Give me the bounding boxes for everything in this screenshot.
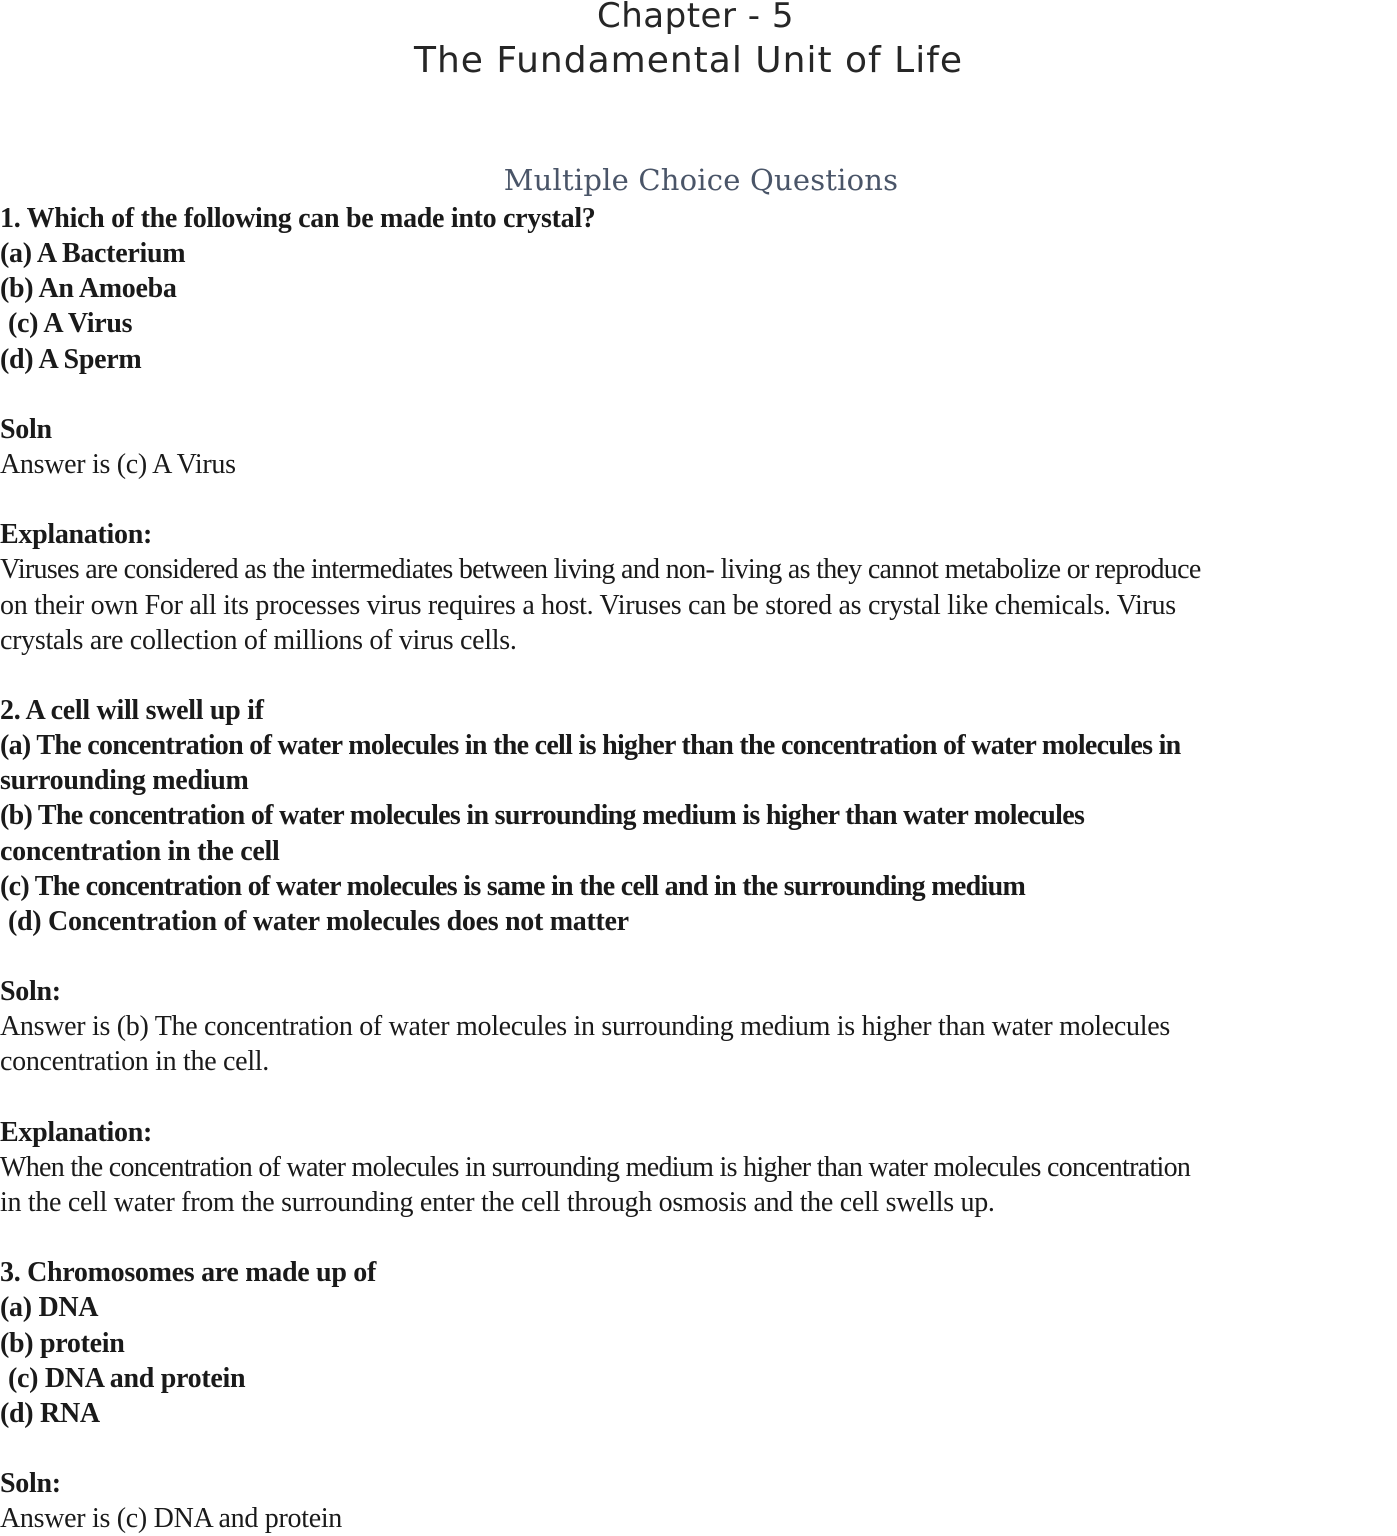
explanation-line: Viruses are considered as the intermediates between living and non- living as they cannot metabolize or reproduce bbox=[0, 554, 1201, 586]
explanation-line: crystals are collection of millions of virus cells. bbox=[0, 624, 517, 656]
spacer bbox=[0, 939, 1397, 974]
option-d: (d) RNA bbox=[0, 1397, 100, 1429]
option-c: (c) A Virus bbox=[8, 308, 133, 340]
option-d: (d) A Sperm bbox=[0, 343, 142, 375]
option-b: (b) protein bbox=[0, 1327, 125, 1359]
question-text: 1. Which of the following can be made into crystal? bbox=[0, 203, 596, 234]
explanation-line: in the cell water from the surrounding enter the cell through osmosis and the cell swells up. bbox=[0, 1186, 995, 1218]
chapter-title: The Fundamental Unit of Life bbox=[413, 40, 964, 81]
spacer bbox=[0, 1080, 1397, 1115]
spacer bbox=[0, 482, 1397, 517]
option-a: (a) A Bacterium bbox=[0, 238, 186, 270]
solution-label: Soln bbox=[0, 413, 52, 445]
spacer bbox=[0, 377, 1397, 412]
solution-label: Soln: bbox=[0, 976, 61, 1008]
explanation-label: Explanation: bbox=[0, 519, 152, 551]
option-c: (c) DNA and protein bbox=[8, 1362, 246, 1394]
solution-label: Soln: bbox=[0, 1468, 61, 1500]
answer-text-continued: concentration in the cell. bbox=[0, 1046, 269, 1078]
option-a-continued: surrounding medium bbox=[0, 765, 249, 797]
option-b: (b) An Amoeba bbox=[0, 273, 177, 305]
explanation-line: When the concentration of water molecules in surrounding medium is higher than water molecules concentration bbox=[0, 1151, 1191, 1183]
explanation-line: on their own For all its processes virus requires a host. Viruses can be stored as crystal like chemicals. Virus bbox=[0, 589, 1176, 621]
answer-text: Answer is (c) A Virus bbox=[0, 448, 236, 480]
spacer bbox=[0, 658, 1397, 693]
question-2 bbox=[0, 693, 1397, 1255]
question-1 bbox=[0, 201, 1397, 693]
answer-text: Answer is (b) The concentration of water molecules in surrounding medium is higher than water molecules bbox=[0, 1011, 1170, 1043]
question-3 bbox=[0, 1255, 1397, 1536]
answer-text: Answer is (c) DNA and protein bbox=[0, 1503, 342, 1535]
question-text: 2. A cell will swell up if bbox=[0, 694, 264, 726]
explanation-label: Explanation: bbox=[0, 1116, 152, 1148]
question-list bbox=[0, 201, 1397, 1536]
option-a: (a) DNA bbox=[0, 1292, 99, 1324]
chapter-number: Chapter - 5 bbox=[597, 0, 794, 36]
option-b-continued: concentration in the cell bbox=[0, 835, 280, 867]
question-text: 3. Chromosomes are made up of bbox=[0, 1257, 377, 1289]
option-b: (b) The concentration of water molecules in surrounding medium is higher than water molecules bbox=[0, 800, 1085, 832]
section-heading: Multiple Choice Questions bbox=[503, 163, 899, 197]
option-d: (d) Concentration of water molecules does not matter bbox=[8, 905, 629, 937]
option-a: (a) The concentration of water molecules in the cell is higher than the concentration of water molecules in bbox=[0, 730, 1181, 762]
spacer bbox=[0, 1431, 1397, 1466]
option-c: (c) The concentration of water molecules is same in the cell and in the surrounding medium bbox=[0, 870, 1026, 902]
spacer bbox=[0, 1220, 1397, 1255]
